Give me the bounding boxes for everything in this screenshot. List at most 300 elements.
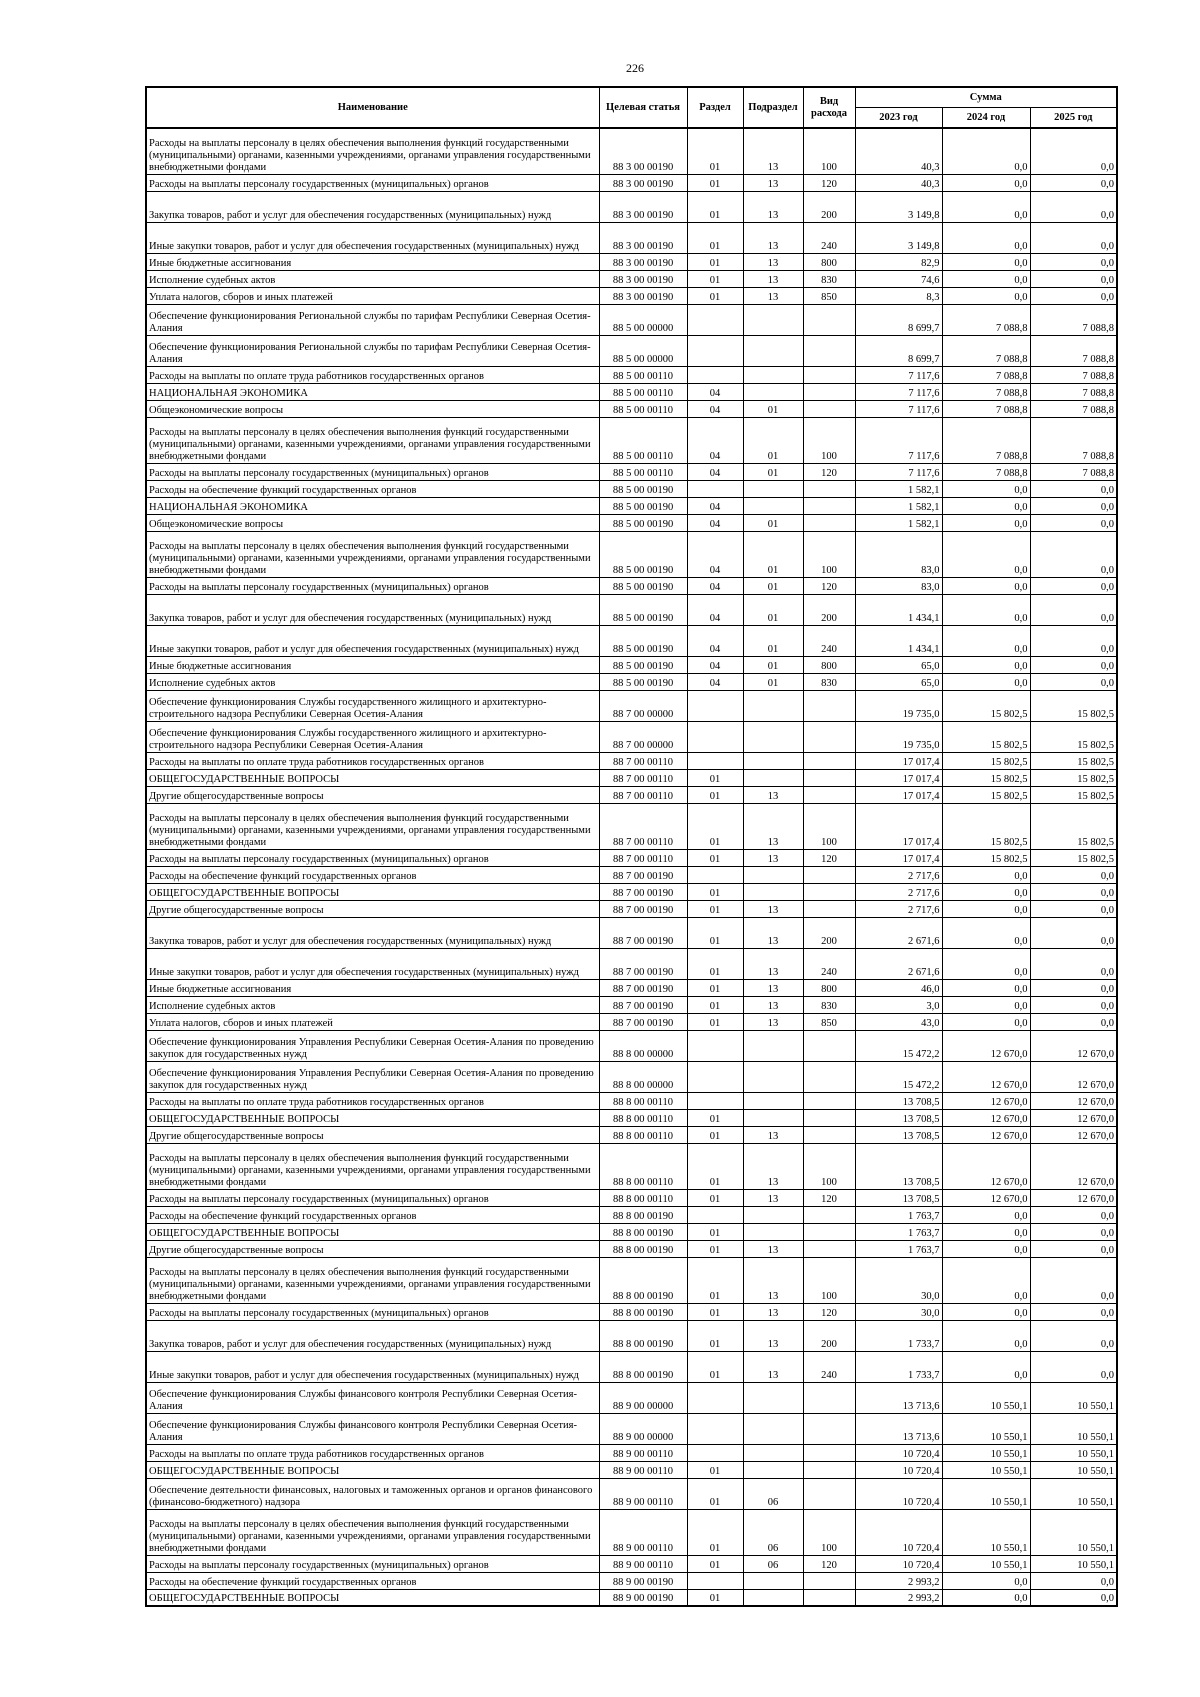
cell-2023: 7 117,6 — [855, 400, 942, 417]
cell-2025: 10 550,1 — [1030, 1444, 1117, 1461]
cell-2025: 0,0 — [1030, 1589, 1117, 1606]
cell-subsection — [743, 335, 803, 366]
cell-section: 04 — [687, 383, 743, 400]
cell-target: 88 9 00 00110 — [599, 1478, 687, 1509]
cell-2023: 13 713,6 — [855, 1413, 942, 1444]
cell-2023: 40,3 — [855, 128, 942, 174]
cell-2024: 0,0 — [942, 1013, 1030, 1030]
table-row — [146, 690, 1117, 721]
cell-2024: 0,0 — [942, 900, 1030, 917]
cell-2023: 74,6 — [855, 270, 942, 287]
cell-2024: 0,0 — [942, 1223, 1030, 1240]
cell-2023: 1 434,1 — [855, 594, 942, 625]
header-kind: Вид расхода — [803, 87, 855, 128]
cell-2025: 15 802,5 — [1030, 786, 1117, 803]
cell-2024: 0,0 — [942, 577, 1030, 594]
table-row — [146, 1126, 1117, 1143]
cell-target: 88 3 00 00190 — [599, 174, 687, 191]
cell-2024: 7 088,8 — [942, 366, 1030, 383]
table-row — [146, 191, 1117, 222]
cell-section: 01 — [687, 174, 743, 191]
cell-target: 88 7 00 00110 — [599, 803, 687, 849]
cell-2024: 7 088,8 — [942, 383, 1030, 400]
cell-section: 01 — [687, 1589, 743, 1606]
cell-2023: 13 713,6 — [855, 1382, 942, 1413]
cell-2023: 10 720,4 — [855, 1555, 942, 1572]
cell-2025: 7 088,8 — [1030, 304, 1117, 335]
cell-2025: 0,0 — [1030, 514, 1117, 531]
table-row — [146, 1413, 1117, 1444]
cell-2025: 0,0 — [1030, 222, 1117, 253]
cell-name: Обеспечение функционирования Управления Республики Северная Осетия-Алания по проведению закупок для государственных нужд — [146, 1061, 599, 1092]
cell-target: 88 7 00 00190 — [599, 900, 687, 917]
cell-target: 88 7 00 00190 — [599, 1013, 687, 1030]
cell-kind — [803, 883, 855, 900]
table-row — [146, 174, 1117, 191]
cell-2023: 1 582,1 — [855, 514, 942, 531]
cell-kind — [803, 769, 855, 786]
cell-section — [687, 866, 743, 883]
table-row — [146, 1013, 1117, 1030]
cell-2025: 7 088,8 — [1030, 383, 1117, 400]
cell-2024: 12 670,0 — [942, 1030, 1030, 1061]
cell-2023: 7 117,6 — [855, 383, 942, 400]
cell-name: Обеспечение деятельности финансовых, налоговых и таможенных органов и органов финансового (финансово-бюджетного) надзора — [146, 1478, 599, 1509]
cell-target: 88 5 00 00190 — [599, 625, 687, 656]
cell-2023: 1 582,1 — [855, 480, 942, 497]
cell-name: Закупка товаров, работ и услуг для обеспечения государственных (муниципальных) нужд — [146, 1320, 599, 1351]
cell-section: 01 — [687, 222, 743, 253]
cell-2025: 7 088,8 — [1030, 417, 1117, 463]
cell-2025: 12 670,0 — [1030, 1092, 1117, 1109]
cell-2023: 13 708,5 — [855, 1126, 942, 1143]
cell-2024: 0,0 — [942, 497, 1030, 514]
cell-kind: 200 — [803, 1320, 855, 1351]
table-row — [146, 1240, 1117, 1257]
cell-subsection: 13 — [743, 1126, 803, 1143]
header-name: Наименование — [146, 87, 599, 128]
cell-2023: 3 149,8 — [855, 222, 942, 253]
cell-2024: 0,0 — [942, 270, 1030, 287]
cell-kind: 120 — [803, 1555, 855, 1572]
cell-section: 01 — [687, 1143, 743, 1189]
table-row — [146, 1555, 1117, 1572]
table-row — [146, 1092, 1117, 1109]
cell-section: 01 — [687, 948, 743, 979]
cell-kind — [803, 480, 855, 497]
cell-target: 88 8 00 00110 — [599, 1092, 687, 1109]
cell-target: 88 5 00 00110 — [599, 400, 687, 417]
cell-2024: 10 550,1 — [942, 1413, 1030, 1444]
cell-subsection — [743, 883, 803, 900]
cell-subsection: 01 — [743, 463, 803, 480]
cell-2024: 0,0 — [942, 222, 1030, 253]
cell-target: 88 9 00 00110 — [599, 1509, 687, 1555]
cell-section — [687, 690, 743, 721]
cell-2025: 0,0 — [1030, 917, 1117, 948]
cell-subsection — [743, 752, 803, 769]
table-row — [146, 656, 1117, 673]
cell-subsection: 13 — [743, 786, 803, 803]
cell-name: Другие общегосударственные вопросы — [146, 786, 599, 803]
cell-subsection — [743, 1030, 803, 1061]
cell-2025: 0,0 — [1030, 1351, 1117, 1382]
cell-section: 01 — [687, 1189, 743, 1206]
cell-name: ОБЩЕГОСУДАРСТВЕННЫЕ ВОПРОСЫ — [146, 1461, 599, 1478]
cell-target: 88 8 00 00190 — [599, 1320, 687, 1351]
cell-subsection — [743, 1413, 803, 1444]
cell-2023: 2 671,6 — [855, 948, 942, 979]
cell-subsection: 06 — [743, 1478, 803, 1509]
table-row — [146, 1320, 1117, 1351]
table-row — [146, 1257, 1117, 1303]
cell-2024: 0,0 — [942, 1572, 1030, 1589]
table-row — [146, 417, 1117, 463]
cell-target: 88 9 00 00190 — [599, 1572, 687, 1589]
cell-2023: 30,0 — [855, 1303, 942, 1320]
table-row — [146, 1478, 1117, 1509]
cell-2025: 0,0 — [1030, 883, 1117, 900]
cell-target: 88 5 00 00190 — [599, 594, 687, 625]
cell-target: 88 7 00 00110 — [599, 849, 687, 866]
cell-name: Иные бюджетные ассигнования — [146, 656, 599, 673]
cell-target: 88 7 00 00190 — [599, 996, 687, 1013]
cell-2025: 10 550,1 — [1030, 1555, 1117, 1572]
cell-2023: 15 472,2 — [855, 1030, 942, 1061]
cell-2023: 2 717,6 — [855, 900, 942, 917]
cell-subsection: 13 — [743, 174, 803, 191]
cell-2025: 12 670,0 — [1030, 1126, 1117, 1143]
cell-target: 88 5 00 00110 — [599, 366, 687, 383]
cell-kind: 120 — [803, 463, 855, 480]
cell-name: Другие общегосударственные вопросы — [146, 1240, 599, 1257]
cell-name: ОБЩЕГОСУДАРСТВЕННЫЕ ВОПРОСЫ — [146, 1109, 599, 1126]
cell-2025: 0,0 — [1030, 1572, 1117, 1589]
cell-2024: 12 670,0 — [942, 1109, 1030, 1126]
cell-name: Общеэкономические вопросы — [146, 400, 599, 417]
cell-kind: 240 — [803, 1351, 855, 1382]
cell-target: 88 8 00 00190 — [599, 1351, 687, 1382]
cell-subsection: 13 — [743, 287, 803, 304]
cell-2024: 10 550,1 — [942, 1509, 1030, 1555]
cell-kind — [803, 304, 855, 335]
cell-2024: 0,0 — [942, 948, 1030, 979]
cell-2025: 0,0 — [1030, 1206, 1117, 1223]
cell-name: Расходы на обеспечение функций государственных органов — [146, 480, 599, 497]
cell-2025: 0,0 — [1030, 1223, 1117, 1240]
cell-kind: 800 — [803, 979, 855, 996]
cell-section — [687, 1030, 743, 1061]
cell-name: Обеспечение функционирования Управления Республики Северная Осетия-Алания по проведению закупок для государственных нужд — [146, 1030, 599, 1061]
cell-2025: 12 670,0 — [1030, 1189, 1117, 1206]
cell-subsection: 13 — [743, 849, 803, 866]
cell-2024: 0,0 — [942, 656, 1030, 673]
cell-2024: 0,0 — [942, 1240, 1030, 1257]
cell-name: Расходы на выплаты персоналу государственных (муниципальных) органов — [146, 463, 599, 480]
cell-2024: 10 550,1 — [942, 1382, 1030, 1413]
table-row — [146, 803, 1117, 849]
header-2024: 2024 год — [942, 108, 1030, 129]
cell-target: 88 9 00 00000 — [599, 1382, 687, 1413]
cell-name: Обеспечение функционирования Службы финансового контроля Республики Северная Осетия-Алания — [146, 1382, 599, 1413]
cell-2023: 30,0 — [855, 1257, 942, 1303]
cell-2025: 0,0 — [1030, 996, 1117, 1013]
cell-2024: 0,0 — [942, 287, 1030, 304]
cell-2024: 0,0 — [942, 1206, 1030, 1223]
cell-section: 04 — [687, 463, 743, 480]
cell-2025: 0,0 — [1030, 1257, 1117, 1303]
cell-2023: 8,3 — [855, 287, 942, 304]
header-target: Целевая статья — [599, 87, 687, 128]
cell-2025: 12 670,0 — [1030, 1143, 1117, 1189]
table-row — [146, 849, 1117, 866]
table-row — [146, 1030, 1117, 1061]
cell-target: 88 3 00 00190 — [599, 253, 687, 270]
cell-name: Закупка товаров, работ и услуг для обеспечения государственных (муниципальных) нужд — [146, 191, 599, 222]
cell-2023: 17 017,4 — [855, 849, 942, 866]
cell-2023: 2 717,6 — [855, 866, 942, 883]
cell-2025: 0,0 — [1030, 594, 1117, 625]
cell-2024: 0,0 — [942, 1257, 1030, 1303]
cell-2023: 10 720,4 — [855, 1478, 942, 1509]
cell-2024: 12 670,0 — [942, 1092, 1030, 1109]
cell-section: 01 — [687, 917, 743, 948]
cell-2023: 1 434,1 — [855, 625, 942, 656]
cell-name: Иные закупки товаров, работ и услуг для обеспечения государственных (муниципальных) нужд — [146, 625, 599, 656]
cell-section: 01 — [687, 1013, 743, 1030]
cell-section — [687, 721, 743, 752]
cell-name: Обеспечение функционирования Региональной службы по тарифам Республики Северная Осетия-Алания — [146, 304, 599, 335]
table-row — [146, 917, 1117, 948]
cell-2025: 15 802,5 — [1030, 849, 1117, 866]
cell-2025: 0,0 — [1030, 497, 1117, 514]
cell-section: 01 — [687, 1303, 743, 1320]
cell-2023: 17 017,4 — [855, 769, 942, 786]
cell-2024: 15 802,5 — [942, 786, 1030, 803]
cell-name: Иные бюджетные ассигнования — [146, 253, 599, 270]
cell-name: Расходы на обеспечение функций государственных органов — [146, 1206, 599, 1223]
table-row — [146, 514, 1117, 531]
cell-subsection: 01 — [743, 656, 803, 673]
table-row — [146, 948, 1117, 979]
cell-target: 88 3 00 00190 — [599, 222, 687, 253]
cell-2025: 0,0 — [1030, 656, 1117, 673]
cell-2023: 2 993,2 — [855, 1589, 942, 1606]
cell-subsection: 13 — [743, 1257, 803, 1303]
cell-subsection: 13 — [743, 1351, 803, 1382]
cell-section — [687, 366, 743, 383]
cell-section: 04 — [687, 417, 743, 463]
cell-2025: 0,0 — [1030, 948, 1117, 979]
table-row — [146, 996, 1117, 1013]
cell-2024: 15 802,5 — [942, 769, 1030, 786]
cell-2023: 3,0 — [855, 996, 942, 1013]
cell-kind: 120 — [803, 1189, 855, 1206]
cell-2023: 40,3 — [855, 174, 942, 191]
cell-section: 04 — [687, 514, 743, 531]
cell-section: 01 — [687, 996, 743, 1013]
cell-2025: 0,0 — [1030, 287, 1117, 304]
table-body — [146, 128, 1117, 1606]
cell-2025: 0,0 — [1030, 270, 1117, 287]
cell-subsection: 13 — [743, 1303, 803, 1320]
cell-target: 88 5 00 00190 — [599, 673, 687, 690]
cell-2024: 0,0 — [942, 625, 1030, 656]
cell-2024: 7 088,8 — [942, 335, 1030, 366]
cell-2024: 7 088,8 — [942, 463, 1030, 480]
cell-target: 88 7 00 00190 — [599, 883, 687, 900]
cell-2023: 83,0 — [855, 531, 942, 577]
cell-kind — [803, 866, 855, 883]
cell-name: Расходы на обеспечение функций государственных органов — [146, 1572, 599, 1589]
cell-subsection: 13 — [743, 803, 803, 849]
cell-2025: 0,0 — [1030, 480, 1117, 497]
cell-section: 01 — [687, 1478, 743, 1509]
cell-kind: 830 — [803, 673, 855, 690]
cell-target: 88 3 00 00190 — [599, 270, 687, 287]
table-row — [146, 1109, 1117, 1126]
cell-target: 88 5 00 00190 — [599, 577, 687, 594]
cell-name: Расходы на выплаты персоналу в целях обеспечения выполнения функций государственными (муниципальными) органами, казенными учреждениями, органами управления государственными внебюджетными фондами — [146, 803, 599, 849]
table-row — [146, 1223, 1117, 1240]
cell-section: 01 — [687, 1126, 743, 1143]
table-row — [146, 769, 1117, 786]
cell-name: ОБЩЕГОСУДАРСТВЕННЫЕ ВОПРОСЫ — [146, 1223, 599, 1240]
cell-name: Расходы на выплаты по оплате труда работников государственных органов — [146, 752, 599, 769]
cell-section: 01 — [687, 803, 743, 849]
cell-kind: 100 — [803, 1509, 855, 1555]
cell-2023: 8 699,7 — [855, 335, 942, 366]
cell-kind — [803, 1223, 855, 1240]
cell-target: 88 8 00 00190 — [599, 1206, 687, 1223]
cell-name: Расходы на выплаты персоналу в целях обеспечения выполнения функций государственными (муниципальными) органами, казенными учреждениями, органами управления государственными внебюджетными фондами — [146, 531, 599, 577]
cell-name: НАЦИОНАЛЬНАЯ ЭКОНОМИКА — [146, 497, 599, 514]
cell-2023: 13 708,5 — [855, 1092, 942, 1109]
cell-2023: 13 708,5 — [855, 1109, 942, 1126]
cell-section — [687, 752, 743, 769]
cell-section: 04 — [687, 656, 743, 673]
cell-name: Другие общегосударственные вопросы — [146, 900, 599, 917]
cell-kind: 800 — [803, 656, 855, 673]
cell-section: 01 — [687, 1461, 743, 1478]
cell-subsection — [743, 721, 803, 752]
cell-kind: 120 — [803, 174, 855, 191]
cell-section: 01 — [687, 883, 743, 900]
cell-subsection: 01 — [743, 514, 803, 531]
cell-2023: 1 733,7 — [855, 1320, 942, 1351]
cell-2024: 0,0 — [942, 514, 1030, 531]
cell-name: Обеспечение функционирования Региональной службы по тарифам Республики Северная Осетия-Алания — [146, 335, 599, 366]
cell-section: 01 — [687, 1240, 743, 1257]
cell-name: Уплата налогов, сборов и иных платежей — [146, 1013, 599, 1030]
cell-subsection — [743, 769, 803, 786]
cell-kind: 200 — [803, 594, 855, 625]
cell-2023: 13 708,5 — [855, 1143, 942, 1189]
cell-2023: 7 117,6 — [855, 417, 942, 463]
cell-2025: 0,0 — [1030, 979, 1117, 996]
cell-name: Расходы на выплаты персоналу государственных (муниципальных) органов — [146, 849, 599, 866]
cell-subsection — [743, 866, 803, 883]
cell-2025: 0,0 — [1030, 531, 1117, 577]
cell-kind — [803, 1589, 855, 1606]
cell-2025: 0,0 — [1030, 1013, 1117, 1030]
cell-2023: 65,0 — [855, 656, 942, 673]
cell-kind: 100 — [803, 803, 855, 849]
cell-section — [687, 1444, 743, 1461]
cell-subsection — [743, 1461, 803, 1478]
table-row — [146, 1382, 1117, 1413]
cell-subsection — [743, 690, 803, 721]
table-row — [146, 128, 1117, 174]
cell-target: 88 3 00 00190 — [599, 287, 687, 304]
cell-subsection: 13 — [743, 1240, 803, 1257]
table-row — [146, 1572, 1117, 1589]
cell-2024: 0,0 — [942, 996, 1030, 1013]
cell-kind — [803, 383, 855, 400]
cell-subsection — [743, 366, 803, 383]
cell-section: 04 — [687, 577, 743, 594]
table-row — [146, 625, 1117, 656]
budget-table — [145, 86, 1118, 1607]
cell-subsection: 06 — [743, 1555, 803, 1572]
cell-subsection: 13 — [743, 1320, 803, 1351]
cell-target: 88 9 00 00000 — [599, 1413, 687, 1444]
cell-kind — [803, 366, 855, 383]
cell-section: 01 — [687, 253, 743, 270]
cell-2025: 15 802,5 — [1030, 752, 1117, 769]
cell-name: Расходы на выплаты персоналу в целях обеспечения выполнения функций государственными (муниципальными) органами, казенными учреждениями, органами управления государственными внебюджетными фондами — [146, 128, 599, 174]
cell-subsection: 13 — [743, 1189, 803, 1206]
cell-2023: 10 720,4 — [855, 1444, 942, 1461]
cell-name: Иные закупки товаров, работ и услуг для обеспечения государственных (муниципальных) нужд — [146, 1351, 599, 1382]
cell-kind: 830 — [803, 270, 855, 287]
cell-name: ОБЩЕГОСУДАРСТВЕННЫЕ ВОПРОСЫ — [146, 1589, 599, 1606]
cell-2025: 0,0 — [1030, 174, 1117, 191]
cell-section: 01 — [687, 786, 743, 803]
cell-2023: 7 117,6 — [855, 366, 942, 383]
cell-name: Расходы на выплаты персоналу государственных (муниципальных) органов — [146, 174, 599, 191]
cell-subsection — [743, 1572, 803, 1589]
cell-section: 01 — [687, 1555, 743, 1572]
table-row — [146, 400, 1117, 417]
cell-section — [687, 1061, 743, 1092]
cell-section: 04 — [687, 594, 743, 625]
cell-2025: 10 550,1 — [1030, 1413, 1117, 1444]
cell-2025: 12 670,0 — [1030, 1030, 1117, 1061]
cell-subsection: 13 — [743, 1013, 803, 1030]
page-number: 226 — [626, 61, 644, 75]
cell-subsection: 01 — [743, 531, 803, 577]
cell-subsection: 01 — [743, 417, 803, 463]
cell-name: Закупка товаров, работ и услуг для обеспечения государственных (муниципальных) нужд — [146, 594, 599, 625]
cell-subsection — [743, 1061, 803, 1092]
cell-target: 88 5 00 00110 — [599, 383, 687, 400]
cell-name: Исполнение судебных актов — [146, 270, 599, 287]
cell-target: 88 7 00 00000 — [599, 690, 687, 721]
cell-2025: 7 088,8 — [1030, 366, 1117, 383]
cell-2024: 15 802,5 — [942, 690, 1030, 721]
cell-kind — [803, 497, 855, 514]
cell-kind: 800 — [803, 253, 855, 270]
table-row — [146, 1351, 1117, 1382]
cell-section — [687, 1382, 743, 1413]
cell-2024: 0,0 — [942, 1303, 1030, 1320]
cell-2024: 15 802,5 — [942, 849, 1030, 866]
cell-2023: 43,0 — [855, 1013, 942, 1030]
cell-kind — [803, 721, 855, 752]
cell-target: 88 8 00 00110 — [599, 1189, 687, 1206]
cell-section: 01 — [687, 1509, 743, 1555]
